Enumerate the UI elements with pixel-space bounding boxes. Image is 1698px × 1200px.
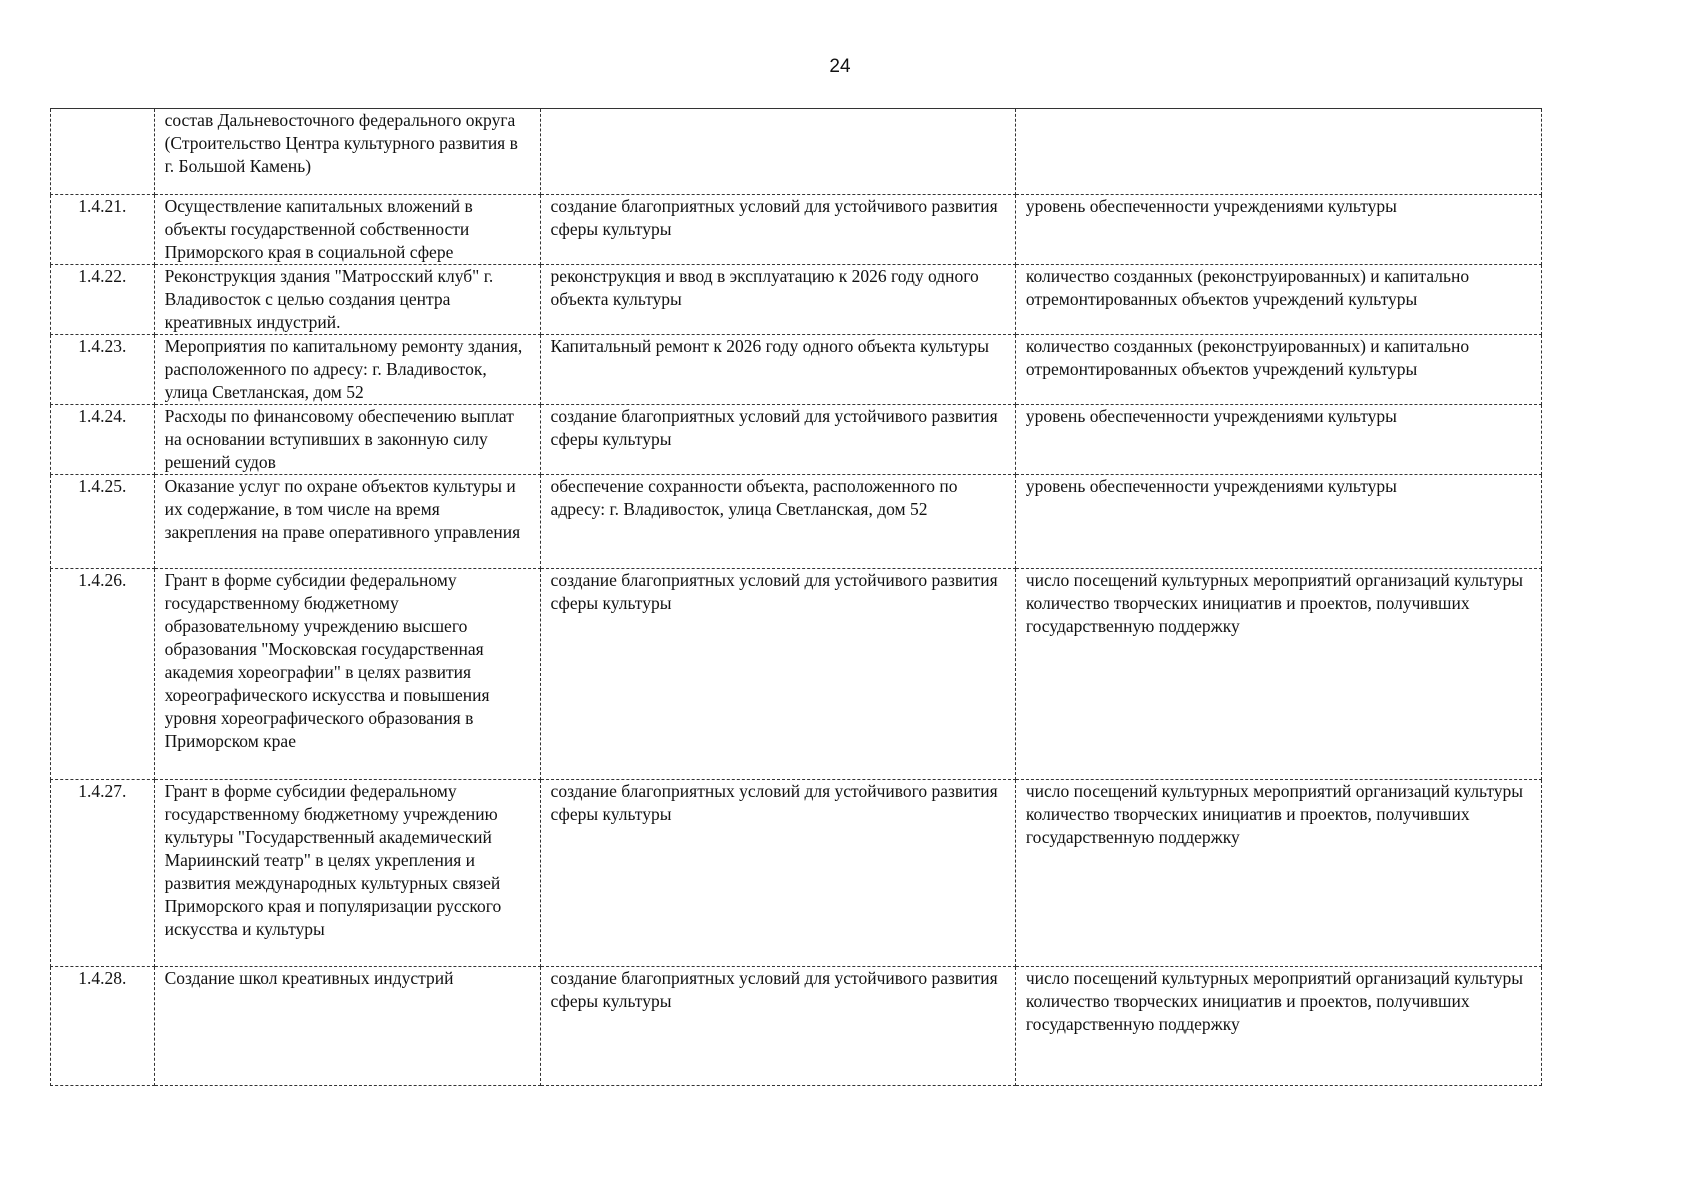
event-cell: Грант в форме субсидии федеральному государственному бюджетному образовательному учреждению высшего образования "Московская государственная академия хореографии" в целях развития хореографического искусства и повышения уровня хореографического образования в Приморском крае bbox=[154, 569, 540, 780]
indicator-cell: уровень обеспеченности учреждениями культуры bbox=[1015, 475, 1541, 569]
indicator-line: число посещений культурных мероприятий организаций культуры bbox=[1025, 570, 1524, 590]
table-row bbox=[51, 475, 1542, 569]
row-number: 1.4.24. bbox=[51, 405, 155, 475]
indicator-cell bbox=[1015, 569, 1541, 780]
result-cell bbox=[540, 109, 1015, 195]
row-number bbox=[51, 109, 155, 195]
event-cell: Создание школ креативных индустрий bbox=[154, 967, 540, 1086]
result-cell: создание благоприятных условий для устойчивого развития сферы культуры bbox=[540, 405, 1015, 475]
event-cell: состав Дальневосточного федерального округа (Строительство Центра культурного развития в г. Большой Камень) bbox=[154, 109, 540, 195]
table-row bbox=[51, 335, 1542, 405]
row-number: 1.4.25. bbox=[51, 475, 155, 569]
indicator-line: количество творческих инициатив и проектов, получивших государственную поддержку bbox=[1025, 991, 1470, 1034]
result-cell: обеспечение сохранности объекта, расположенного по адресу: г. Владивосток, улица Светланская, дом 52 bbox=[540, 475, 1015, 569]
program-table bbox=[50, 108, 1542, 1086]
result-cell: создание благоприятных условий для устойчивого развития сферы культуры bbox=[540, 780, 1015, 967]
table-row bbox=[51, 195, 1542, 265]
indicator-cell bbox=[1015, 109, 1541, 195]
result-cell: создание благоприятных условий для устойчивого развития сферы культуры bbox=[540, 569, 1015, 780]
indicator-line: число посещений культурных мероприятий организаций культуры bbox=[1025, 781, 1524, 801]
indicator-cell: уровень обеспеченности учреждениями культуры bbox=[1015, 405, 1541, 475]
table-row bbox=[51, 265, 1542, 335]
event-cell: Мероприятия по капитальному ремонту здания, расположенного по адресу: г. Владивосток, улица Светланская, дом 52 bbox=[154, 335, 540, 405]
event-cell: Реконструкция здания "Матросский клуб" г. Владивосток с целью создания центра креативных индустрий. bbox=[154, 265, 540, 335]
event-cell: Расходы по финансовому обеспечению выплат на основании вступивших в законную силу решений судов bbox=[154, 405, 540, 475]
row-number: 1.4.21. bbox=[51, 195, 155, 265]
indicator-cell: уровень обеспеченности учреждениями культуры bbox=[1015, 195, 1541, 265]
event-cell: Оказание услуг по охране объектов культуры и их содержание, в том числе на время закрепления на праве оперативного управления bbox=[154, 475, 540, 569]
row-number: 1.4.23. bbox=[51, 335, 155, 405]
event-cell: Грант в форме субсидии федеральному государственному бюджетному учреждению культуры "Государственный академический Мариинский театр" в целях укрепления и развития международных культурных связей Приморского края и популяризации русского искусства и культуры bbox=[154, 780, 540, 967]
table-row bbox=[51, 569, 1542, 780]
row-number: 1.4.27. bbox=[51, 780, 155, 967]
result-cell: Капитальный ремонт к 2026 году одного объекта культуры bbox=[540, 335, 1015, 405]
indicator-line: количество творческих инициатив и проектов, получивших государственную поддержку bbox=[1025, 593, 1470, 636]
event-cell: Осуществление капитальных вложений в объекты государственной собственности Приморского края в социальной сфере bbox=[154, 195, 540, 265]
indicator-line: количество творческих инициатив и проектов, получивших государственную поддержку bbox=[1025, 804, 1470, 847]
result-cell: создание благоприятных условий для устойчивого развития сферы культуры bbox=[540, 195, 1015, 265]
result-cell: создание благоприятных условий для устойчивого развития сферы культуры bbox=[540, 967, 1015, 1086]
row-number: 1.4.28. bbox=[51, 967, 155, 1086]
row-number: 1.4.22. bbox=[51, 265, 155, 335]
table-row bbox=[51, 405, 1542, 475]
indicator-line: число посещений культурных мероприятий организаций культуры bbox=[1025, 968, 1524, 988]
table-row bbox=[51, 109, 1542, 195]
page-number: 24 bbox=[829, 56, 851, 77]
table-row bbox=[51, 967, 1542, 1086]
result-cell: реконструкция и ввод в эксплуатацию к 2026 году одного объекта культуры bbox=[540, 265, 1015, 335]
indicator-cell: количество созданных (реконструированных) и капитально отремонтированных объектов учреждений культуры bbox=[1015, 265, 1541, 335]
indicator-cell bbox=[1015, 967, 1541, 1086]
table-row bbox=[51, 780, 1542, 967]
indicator-cell: количество созданных (реконструированных) и капитально отремонтированных объектов учреждений культуры bbox=[1015, 335, 1541, 405]
indicator-cell bbox=[1015, 780, 1541, 967]
row-number: 1.4.26. bbox=[51, 569, 155, 780]
